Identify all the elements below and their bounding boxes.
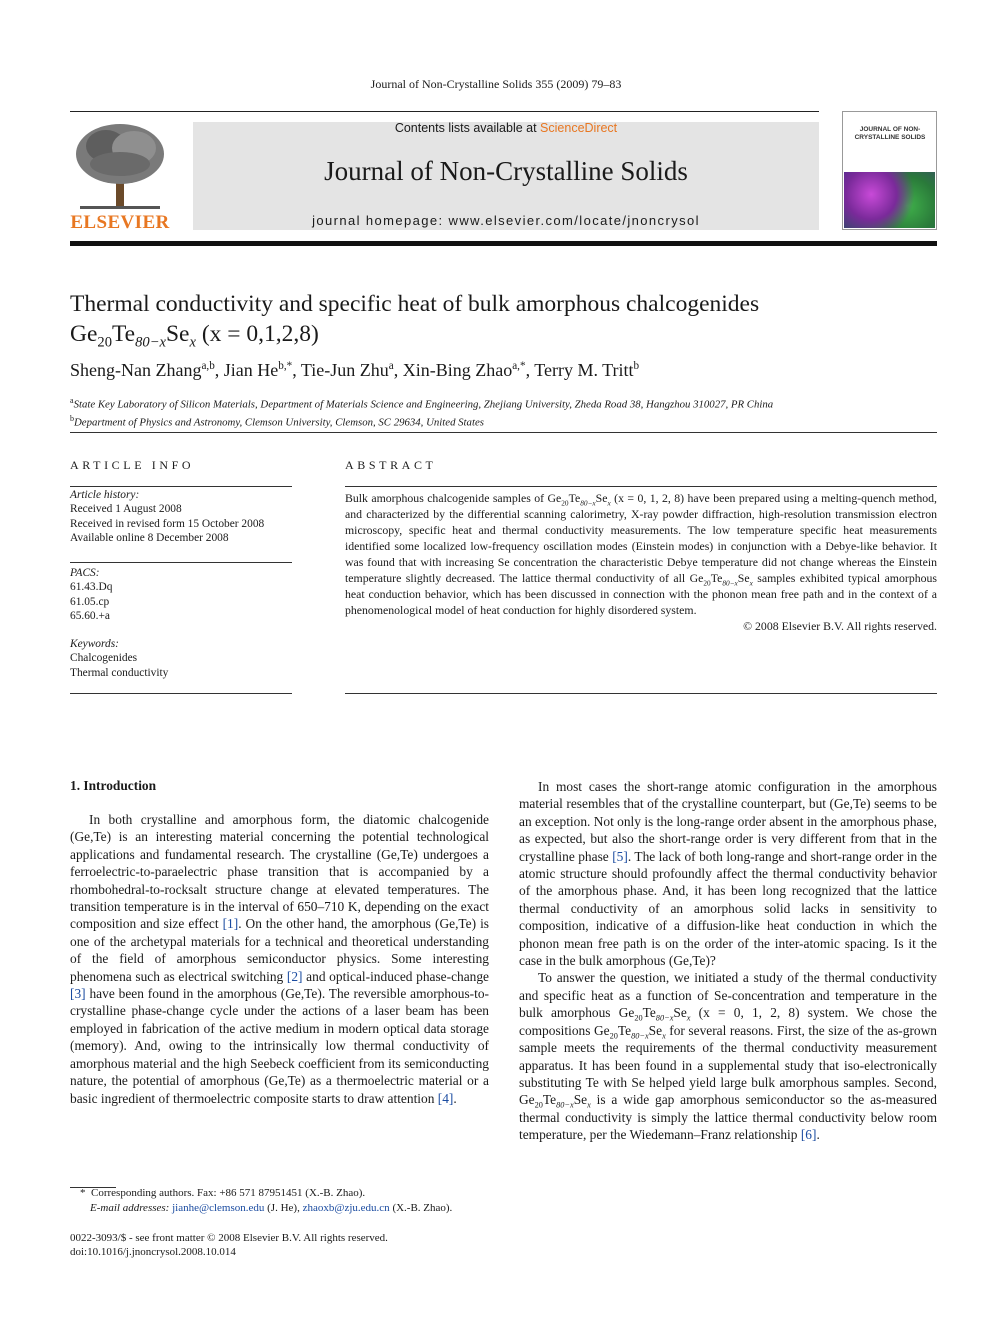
article-info-heading: ARTICLE INFO <box>70 458 195 472</box>
elsevier-logo-text: ELSEVIER <box>70 212 170 233</box>
banner-thick-rule <box>70 241 937 246</box>
history-item: Received 1 August 2008 <box>70 503 182 516</box>
author[interactable]: Tie-Jun Zhu <box>300 360 389 380</box>
corresponding-authors: * Corresponding authors. Fax: +86 571 87951451 (X.-B. Zhao). <box>80 1187 366 1199</box>
history-item: Received in revised form 15 October 2008 <box>70 517 265 530</box>
paragraph: In most cases the short-range atomic configuration in the amorphous material resembles that of the crystalline counterpart, but (Ge,Te) seems to be an exception. Not only is the long-range order absent in the amorphous phase, as expected, but also the short-range order is very different from that in the crystalline phase [5]. The lack of both long-range and short-range order in the atomic structure should profoundly affect the thermal conductivity behavior of the amorphous phase. And, it has been long recognized that the lattice thermal conductivity of an amorphous solid lacks in sensitivity to composition, indicative of a diffusion-like heat conduction in which the phonon mean free path is on the order of the inter-atomic spacing. Is it the case in the bulk amorphous (Ge,Te)? <box>519 779 937 969</box>
section-heading: 1. Introduction <box>70 778 157 793</box>
divider <box>345 693 937 694</box>
body-left-column <box>70 811 489 1107</box>
author-list: Sheng-Nan Zhang$^{a,b}$, Jian $He^{b,*}$, Tie-Jun Zhu$^a$, Xin-Bing Zhao$^{a,*}$, Terry M. Tritt$^b$ <box>70 360 640 380</box>
ref-link[interactable]: [5] <box>612 848 628 864</box>
affiliation-a: $^a$State Key Laboratory of Silicon Materials, Department of Materials Science and Engineering, Zhejiang University, Zheda Road 38, Hangzhou 310027, PR China <box>70 396 774 411</box>
footnote <box>80 1186 500 1216</box>
title-line-1: Thermal conductivity and specific heat of bulk amorphous chalcogenides <box>70 291 760 317</box>
sciencedirect-link[interactable]: ScienceDirect <box>540 121 618 135</box>
body-right-column <box>519 778 937 1144</box>
cover-image <box>844 172 935 228</box>
keyword: Thermal conductivity <box>70 666 169 679</box>
article-title <box>70 289 930 349</box>
author[interactable]: Sheng-Nan Zhang <box>70 360 202 380</box>
bottom-meta <box>70 1231 388 1259</box>
email-link[interactable]: jianhe@clemson.edu <box>172 1202 265 1214</box>
copyright: © 2008 Elsevier B.V. All rights reserved. <box>743 619 937 633</box>
abstract-text: Bulk amorphous chalcogenide samples of $Ge_{20}Te_{80-x}Se_x$ (x = 0, 1, 2, 8) have been prepared using a melting-quench method, and characterized by the differential scanning calorimetry, X-ray powder diffraction, high-resolution transmission electron microscopy, specific heat and thermal conductivity measurements. The low temperature specific heat measurements identified some localized low-frequency oscillation modes (Einstein modes) in conjunction with a Debye-like behavior. It was found that with increasing Se concentration the characteristic Debye temperature did not change whereas the Einstein temperature slightly decreased. The lattice thermal conductivity of all $Ge_{20}Te_{80-x}Se_x$ samples exhibited typical amorphous heat conduction behavior, which has been discussed in connection with the phonon mean free path and in the context of a phenomenological model of heat conduction for highly disordered system. © 2008 Elsevier B.V. All rights reserved. <box>345 491 937 633</box>
divider <box>70 486 292 487</box>
ref-link[interactable]: [6] <box>800 1127 817 1143</box>
divider <box>70 432 937 433</box>
doi-line[interactable]: doi:10.1016/j.jnoncrysol.2008.10.014 <box>70 1246 236 1258</box>
keyword: Chalcogenides <box>70 652 138 665</box>
journal-name: Journal of Non-Crystalline Solids <box>324 156 688 186</box>
email-link[interactable]: zhaoxb@zju.edu.cn <box>302 1202 390 1214</box>
affiliations <box>70 394 773 429</box>
contents-prefix: Contents lists available at <box>394 121 541 135</box>
pacs-label: PACS: <box>70 567 100 579</box>
paragraph: To answer the question, we initiated a study of the thermal conductivity and specific heat as a function of Se-concentration and temperature in the bulk amorphous $Ge_{20}Te_{80-x}Se_x$ (x = 0, 1, 2, 8) system. We chose the compositions $Ge_{20}Te_{80-x}Se_x$ for several reasons. First, the size of the as-grown sample meets the requirements of the thermal conductivity measurement apparatus. It has been found in a supplemental study that iso-electronically substituting Te with Se helped yield large bulk amorphous samples. Second, $Ge_{20}Te_{80-x}Se_x$ is a wide gap amorphous semiconductor so the as-measured thermal conductivity is simply the lattice thermal conductivity below room temperature, per the Wiedemann–Franz relationship [6]. <box>519 970 937 1143</box>
issn-line: 0022-3093/$ - see front matter © 2008 Elsevier B.V. All rights reserved. <box>70 1232 388 1244</box>
divider <box>70 693 292 694</box>
author[interactable]: Terry M. Tritt <box>534 360 634 380</box>
pacs-item: 61.43.Dq <box>70 581 113 594</box>
author[interactable]: Xin-Bing Zhao <box>402 360 513 380</box>
journal-cover-thumbnail <box>842 111 937 230</box>
affiliation-b: $^b$Department of Physics and Astronomy, Clemson University, Clemson, SC 29634, United States <box>70 413 484 429</box>
author[interactable]: Jian He <box>223 360 279 380</box>
pacs <box>70 566 292 623</box>
contents-line <box>193 121 819 135</box>
divider <box>70 562 292 563</box>
ref-link[interactable]: [3] <box>70 986 86 1002</box>
header-rule <box>70 111 819 112</box>
divider <box>345 486 937 487</box>
history-label: Article history: <box>70 489 140 501</box>
ref-link[interactable]: [4] <box>437 1090 454 1106</box>
abstract-heading: ABSTRACT <box>345 458 437 472</box>
pacs-item: 65.60.+a <box>70 609 110 622</box>
cover-title: JOURNAL OF NON-CRYSTALLINE SOLIDS <box>854 126 926 141</box>
ref-link[interactable]: [1] <box>222 916 239 932</box>
email-addresses: E-mail addresses: jianhe@clemson.edu (J. He), zhaoxb@zju.edu.cn (X.-B. Zhao). <box>90 1202 453 1214</box>
pacs-item: 61.05.cp <box>70 595 110 608</box>
paragraph: In both crystalline and amorphous form, the diatomic chalcogenide (Ge,Te) is an interesting material concerning the potential technological applications and fundamental research. The crystalline (Ge,Te) undergoes a ferroelectric-to-paraelectric phase transition that is accompanied by a rhombohedral-to-rocksalt structure change at elevated temperatures. The transition temperature is in the interval of 650–710 K, depending on the exact composition and size effect [1]. On the other hand, the amorphous (Ge,Te) is one of the archetypal materials for a technical and theoretical understanding of the field of amorphous semiconductor physics. Some interesting phenomena such as electrical switching [2] and optical-induced phase-change [3] have been found in the amorphous (Ge,Te). The reversible amorphous-to-crystalline phase-change cycle under the actions of a laser beam has been employed in fabrication of the active medium in modern optical data storage (memory). And, owing to the intrinsically low thermal conductivity of amorphous material and the high Seebeck coefficient from its semiconducting nature, the potential of amorphous (Ge,Te) as a thermoelectric material or a basic ingredient of thermoelectric composite starts to draw attention [4]. <box>70 812 489 1106</box>
journal-homepage[interactable]: journal homepage: www.elsevier.com/locate/jnoncrysol <box>312 213 700 228</box>
journal-citation: Journal of Non-Crystalline Solids 355 (2009) 79–83 <box>370 77 622 91</box>
article-history <box>70 488 292 545</box>
keywords <box>70 637 292 680</box>
history-item: Available online 8 December 2008 <box>70 531 229 544</box>
title-line-2: $Ge_{20}Te_{80-x}Se_x$ (x = 0,1,2,8) <box>70 321 319 351</box>
ref-link[interactable]: [2] <box>286 968 303 984</box>
keywords-label: Keywords: <box>70 638 119 650</box>
